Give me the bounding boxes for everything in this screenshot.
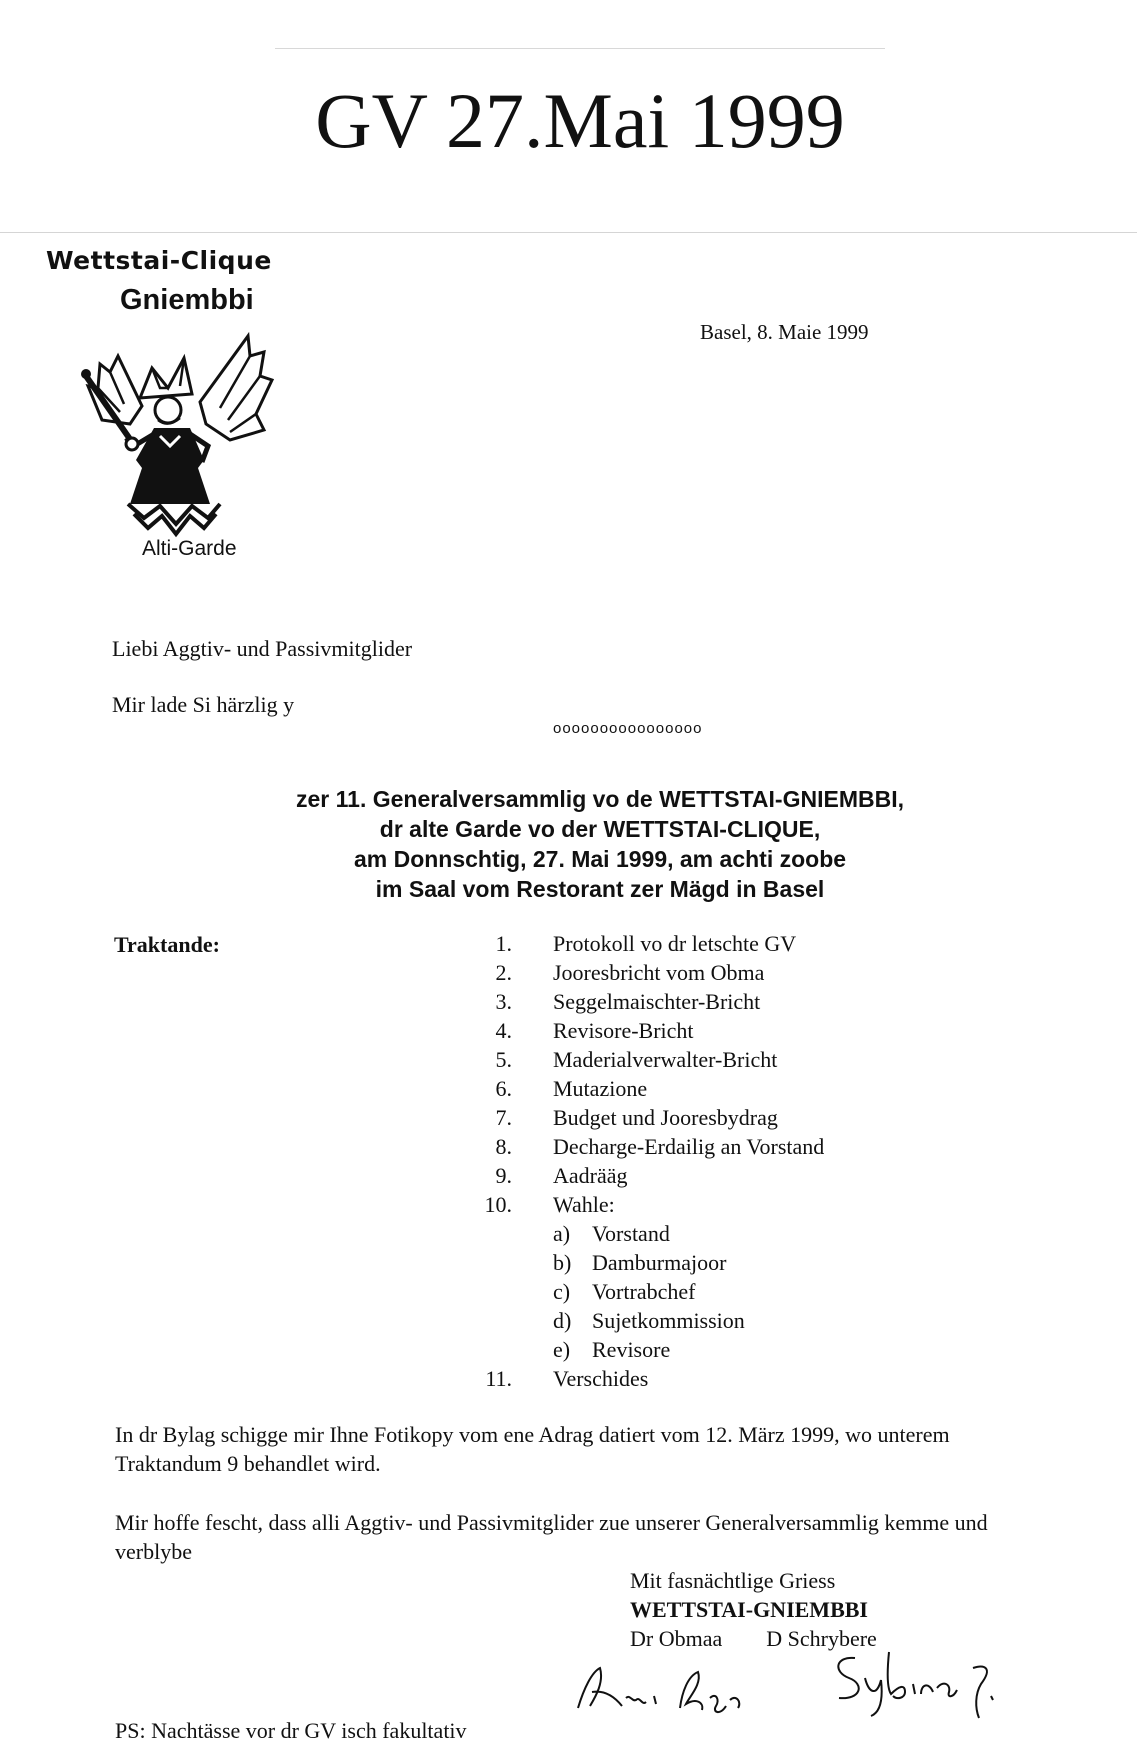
agenda-item bbox=[480, 1134, 1080, 1163]
agenda-subtext: Revisore bbox=[592, 1337, 671, 1362]
event-line: im Saal vom Restorant zer Mägd in Basel bbox=[375, 876, 825, 902]
postscript: PS: Nachtässe vor dr GV isch fakultativ bbox=[115, 1718, 467, 1743]
agenda-number: 11. bbox=[485, 1366, 512, 1391]
agenda-item bbox=[480, 1047, 1080, 1076]
agenda-text: Revisore-Bricht bbox=[553, 1018, 694, 1043]
separator: oooooooooooooooo bbox=[553, 720, 703, 737]
agenda-subletter: c) bbox=[553, 1279, 571, 1304]
closing-organization: WETTSTAI-GNIEMBBI bbox=[630, 1597, 868, 1622]
invite-line: Mir lade Si härzlig y bbox=[112, 692, 295, 717]
agenda-number: 4. bbox=[495, 1018, 512, 1043]
signature-chairman bbox=[570, 1648, 785, 1723]
agenda-item bbox=[480, 1018, 1080, 1047]
fold-line bbox=[0, 232, 1137, 233]
agenda-subletter: b) bbox=[553, 1250, 572, 1275]
page-title: GV 27.Mai 1999 bbox=[315, 77, 845, 164]
title-strip bbox=[275, 48, 885, 199]
greeting: Liebi Aggtiv- und Passivmitglider bbox=[112, 636, 413, 661]
agenda-item bbox=[480, 1366, 1080, 1395]
agenda-text: Mutazione bbox=[553, 1076, 648, 1101]
agenda-number: 3. bbox=[495, 989, 512, 1014]
agenda-number: 5. bbox=[495, 1047, 512, 1072]
agenda-subletter: d) bbox=[553, 1308, 572, 1333]
agenda-text: Wahle: bbox=[553, 1192, 615, 1217]
organization-name: Wettstai-Clique bbox=[46, 246, 272, 275]
agenda-item bbox=[480, 989, 1080, 1018]
signature-secretary bbox=[825, 1638, 1015, 1723]
event-details bbox=[200, 784, 1000, 904]
agenda-text: Maderialverwalter-Bricht bbox=[553, 1047, 778, 1072]
agenda-item bbox=[480, 931, 1080, 960]
event-line: dr alte Garde vo der WETTSTAI-CLIQUE, bbox=[379, 816, 821, 842]
agenda-subitem bbox=[480, 1250, 1080, 1279]
organization-subname: Gniembbi bbox=[120, 284, 254, 316]
agenda-number: 9. bbox=[495, 1163, 512, 1188]
agenda-text: Budget und Jooresbydrag bbox=[553, 1105, 778, 1130]
agenda-text: Decharge-Erdailig an Vorstand bbox=[553, 1134, 825, 1159]
agenda-number: 10. bbox=[484, 1192, 512, 1217]
agenda-subitem bbox=[480, 1308, 1080, 1337]
closing-paragraph: Mir hoffe fescht, dass alli Aggtiv- und Passivmitglider zue unserer Generalversammlig kemme und verblybe bbox=[115, 1510, 988, 1564]
event-line: am Donnschtig, 27. Mai 1999, am achti zoobe bbox=[353, 846, 847, 872]
agenda-number: 8. bbox=[495, 1134, 512, 1159]
agenda-number: 7. bbox=[495, 1105, 512, 1130]
agenda-subtext: Damburmajoor bbox=[592, 1250, 727, 1275]
agenda-text: Seggelmaischter-Bricht bbox=[553, 989, 761, 1014]
agenda-item bbox=[480, 1105, 1080, 1134]
agenda-subitem bbox=[480, 1337, 1080, 1366]
agenda-item bbox=[480, 960, 1080, 989]
agenda-subitem bbox=[480, 1279, 1080, 1308]
date-line: Basel, 8. Maie 1999 bbox=[700, 320, 869, 344]
agenda-subtext: Vorstand bbox=[592, 1221, 670, 1246]
agenda-label: Traktande: bbox=[114, 932, 220, 957]
agenda-subletter: e) bbox=[553, 1337, 571, 1362]
agenda-subitem bbox=[480, 1221, 1080, 1250]
jester-figure-logo bbox=[80, 328, 285, 538]
agenda-subletter: a) bbox=[553, 1221, 571, 1246]
agenda-text: Aadrääg bbox=[553, 1163, 628, 1188]
agenda-text: Verschides bbox=[553, 1366, 649, 1391]
agenda-number: 2. bbox=[495, 960, 512, 985]
agenda-text: Protokoll vo dr letschte GV bbox=[553, 931, 797, 956]
agenda-subtext: Sujetkommission bbox=[592, 1308, 745, 1333]
organization-section: Alti-Garde bbox=[142, 537, 237, 560]
event-line: zer 11. Generalversammlig vo de WETTSTAI-GNIEMBBI, bbox=[296, 786, 904, 812]
agenda-number: 6. bbox=[495, 1076, 512, 1101]
agenda-list bbox=[480, 931, 1080, 1391]
agenda-number: 1. bbox=[495, 931, 512, 956]
agenda-subtext: Vortrabchef bbox=[592, 1279, 696, 1304]
agenda-item bbox=[480, 1076, 1080, 1105]
agenda-item bbox=[480, 1192, 1080, 1221]
closing-roles: Dr Obmaa D Schrybere bbox=[630, 1626, 877, 1651]
agenda-text: Jooresbricht vom Obma bbox=[553, 960, 765, 985]
agenda-item bbox=[480, 1163, 1080, 1192]
closing-salutation: Mit fasnächtlige Griess bbox=[630, 1568, 836, 1593]
attachment-note: In dr Bylag schigge mir Ihne Fotikopy vom ene Adrag datiert vom 12. März 1999, wo unterem Traktandum 9 behandlet wird. bbox=[115, 1422, 950, 1476]
